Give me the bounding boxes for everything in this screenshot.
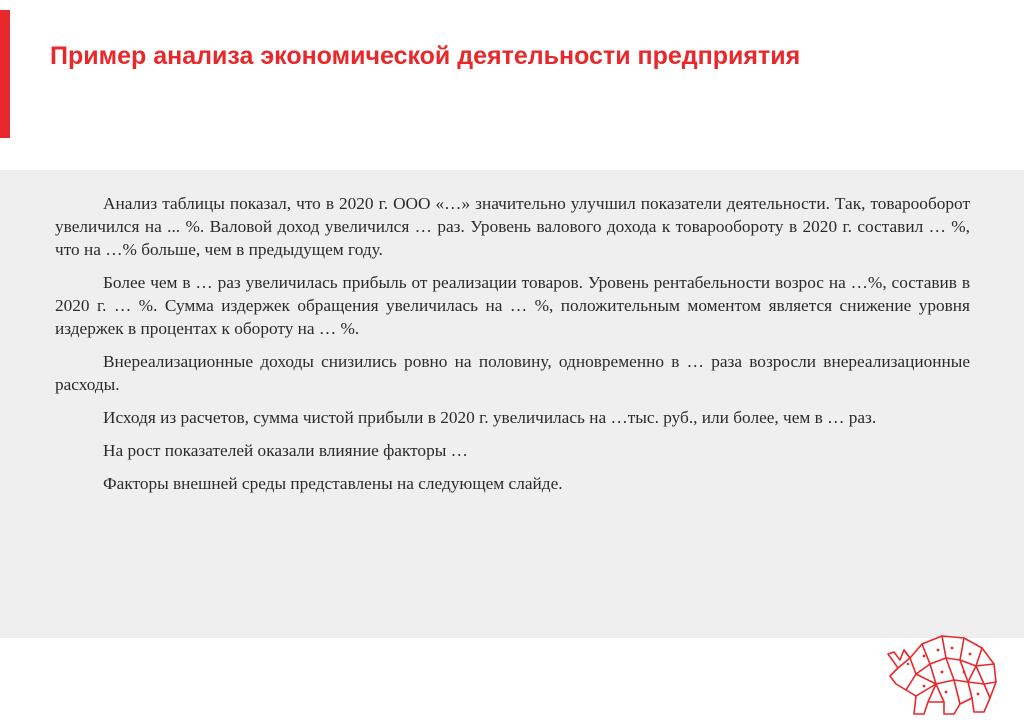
paragraph-net-profit: Исходя из расчетов, сумма чистой прибыли в 2020 г. увеличилась на …тыс. руб., или более, чем в … раз. <box>103 408 877 427</box>
slide-title: Пример анализа экономической деятельности предприятия <box>50 42 801 70</box>
paragraph-profit: Более чем в … раз увеличилась прибыль от реализации товаров. Уровень рентабельности возрос на …%, составив в 2020 г. … %. Сумма издержек обращения увеличилась на … %, положительным моментом является снижение уровня издержек в процентах к обороту на … %. <box>55 273 970 338</box>
body-text <box>55 192 970 505</box>
title-accent-bar <box>0 10 10 138</box>
rhino-logo-icon <box>880 624 1004 716</box>
paragraph-next-slide: Факторы внешней среды представлены на следующем слайде. <box>103 474 563 493</box>
paragraph-table-analysis: Анализ таблицы показал, что в 2020 г. ООО «…» значительно улучшил показатели деятельности. Так, товарооборот увеличился на ... %. Валовой доход увеличился … раз. Уровень валового дохода к товарообороту в 2020 г. составил … %, что на …% больше, чем в предыдущем году. <box>55 194 970 259</box>
paragraph-factors: На рост показателей оказали влияние факторы … <box>103 441 468 460</box>
paragraph-non-operating: Внереализационные доходы снизились ровно на половину, одновременно в … раза возросли внереализационные расходы. <box>55 352 970 394</box>
